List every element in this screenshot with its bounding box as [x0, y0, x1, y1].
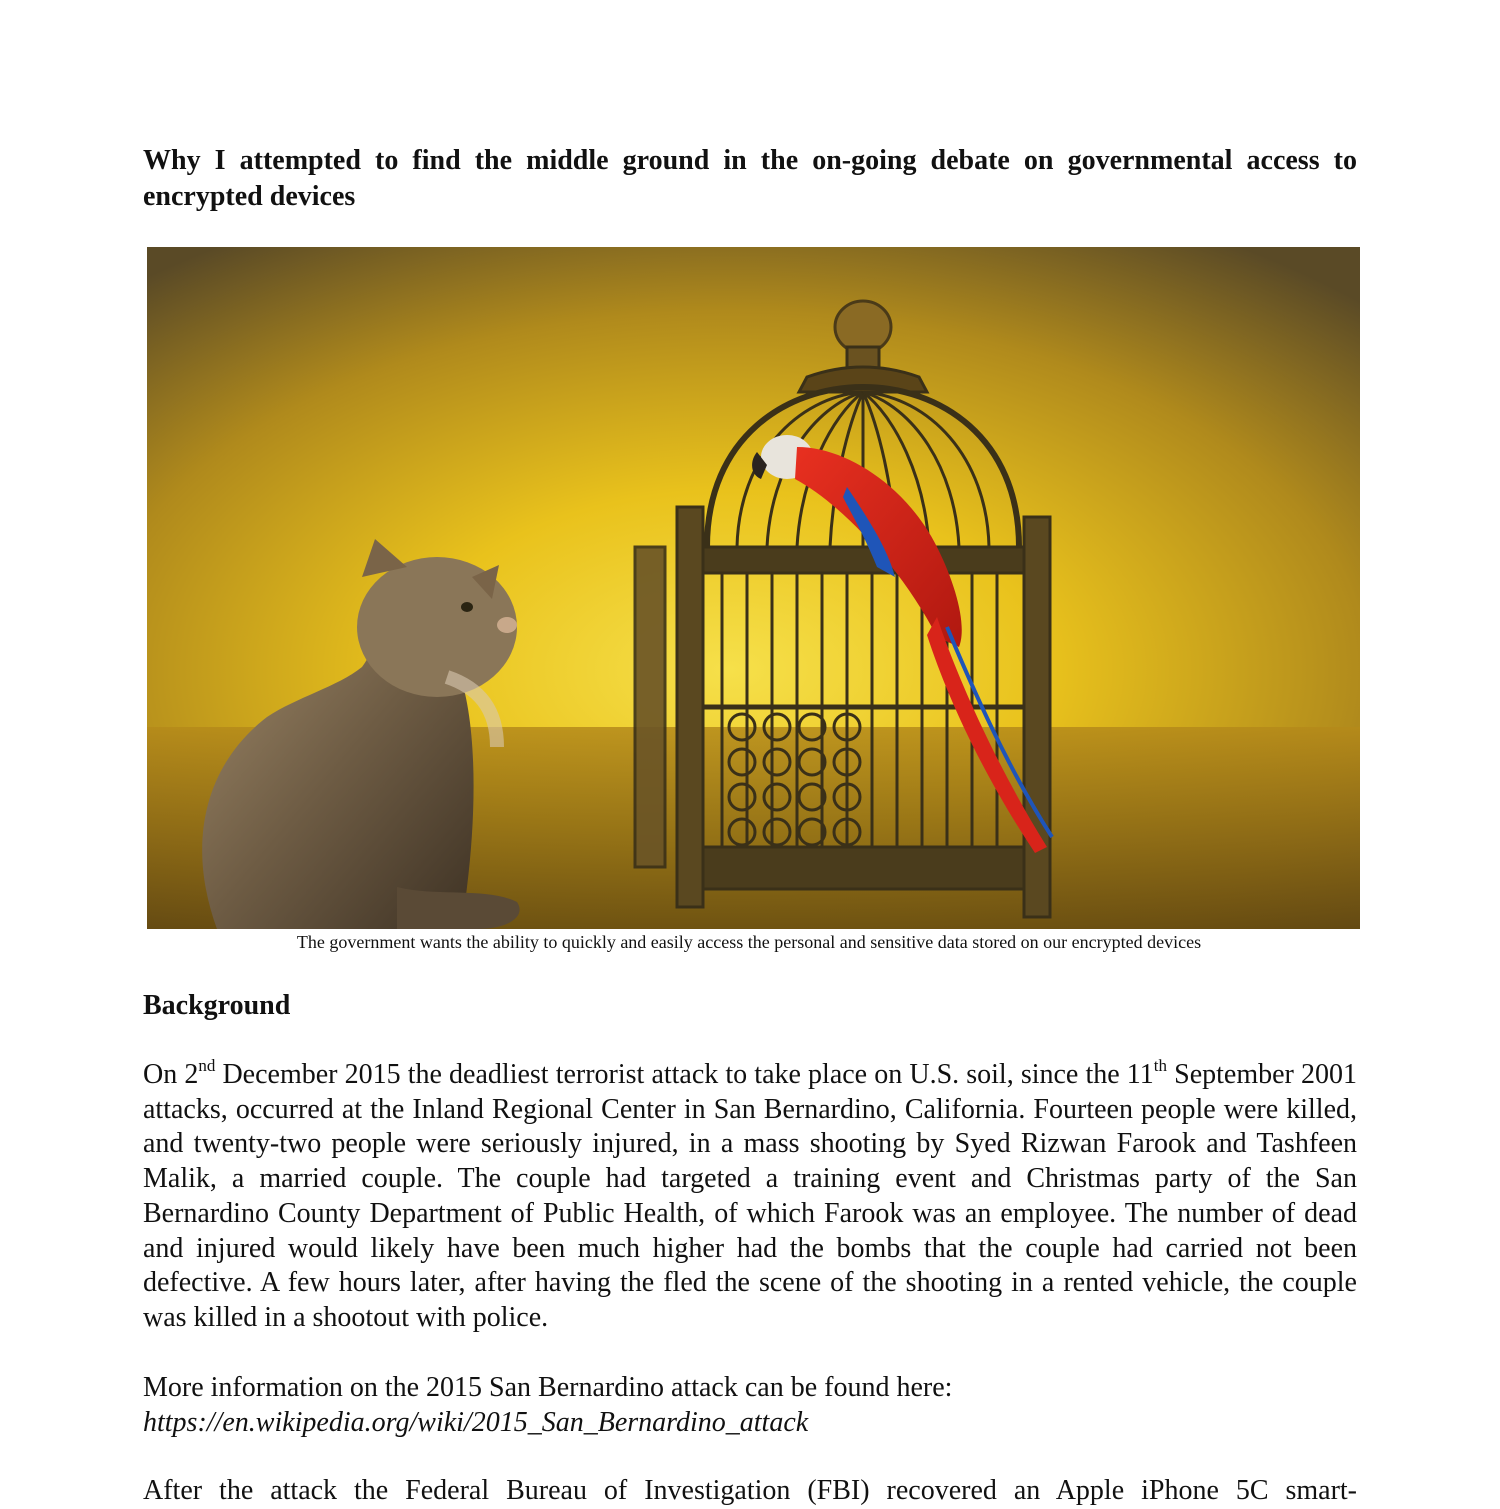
illustration-svg: [147, 247, 1360, 929]
paragraph-attack-summary: [143, 1058, 1357, 1336]
paragraph-more-info: [143, 1371, 1357, 1440]
p1-text-1: On 2: [143, 1059, 199, 1090]
p1-text-2: December 2015 the deadliest terrorist attack to take place on U.S. soil, since the 11: [215, 1059, 1154, 1090]
p1-text-3: September 2001 attacks, occurred at the Inland Regional Center in San Bernardino, California. Fourteen people were killed, and twenty-two people were seriously injured, in a mass shooting by Syed Rizwan Farook and Tashfeen Malik, a married couple. The couple had targeted a training event and Christmas party of the San Bernardino County Department of Public Health, of which Farook was an employee. The number of dead and injured would likely have been much higher had the bombs that the couple had carried not been defective. A few hours later, after having the fled the scene of the shooting in a rented vehicle, the couple was killed in a shootout with police.: [143, 1059, 1357, 1333]
wikipedia-link[interactable]: https://en.wikipedia.org/wiki/2015_San_Bernardino_attack: [143, 1406, 809, 1438]
more-info-text: More information on the 2015 San Bernardino attack can be found here:: [143, 1372, 953, 1403]
p1-superscript-nd: nd: [198, 1056, 216, 1075]
figure-caption: The government wants the ability to quickly and easily access the personal and sensitive data stored on our encrypted devices: [296, 932, 1202, 952]
paragraph-fbi-recovery: After the attack the Federal Bureau of Investigation (FBI) recovered an Apple iPhone 5C smart-: [143, 1475, 1357, 1506]
p1-superscript-th: th: [1153, 1056, 1167, 1075]
cat-and-parrot-illustration: [147, 247, 1360, 929]
section-heading-background: Background: [143, 990, 291, 1021]
article-title: Why I attempted to find the middle ground in the on-going debate on governmental access to encrypted devices: [143, 145, 1357, 212]
